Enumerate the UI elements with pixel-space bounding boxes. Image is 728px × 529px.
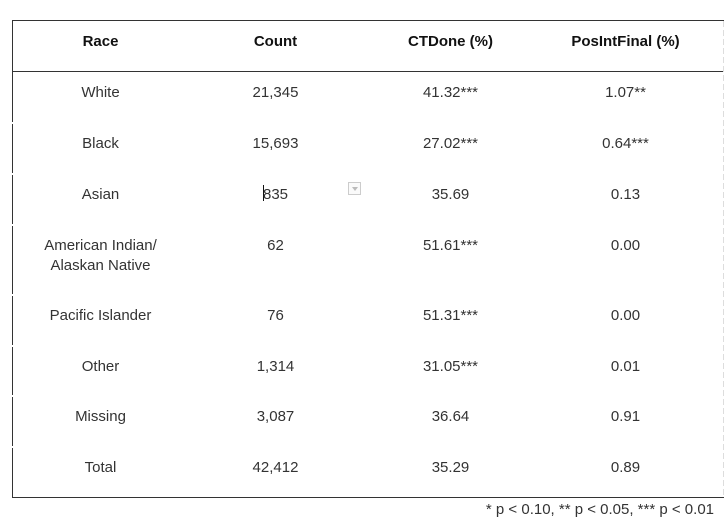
row-divider xyxy=(12,122,13,124)
cell-count[interactable]: 15,693 xyxy=(252,135,299,152)
table-row xyxy=(13,447,724,498)
cell-count-editing[interactable] xyxy=(198,185,353,205)
cell-count[interactable]: 21,345 xyxy=(252,84,299,101)
row-divider xyxy=(12,345,13,347)
cell-ctdone[interactable]: 27.02*** xyxy=(422,135,479,152)
cell-posintfinal[interactable]: 0.64*** xyxy=(602,135,649,152)
data-table xyxy=(12,20,724,498)
header-ctdone[interactable]: CTDone (%) xyxy=(408,33,493,50)
table-row xyxy=(13,295,724,346)
cell-count[interactable]: 42,412 xyxy=(252,459,299,476)
cell-race[interactable]: Black xyxy=(82,135,119,152)
cell-count[interactable]: 62 xyxy=(267,237,284,254)
cell-ctdone[interactable]: 31.05*** xyxy=(422,358,479,375)
table-row xyxy=(13,72,724,123)
table-row xyxy=(13,174,724,225)
cell-race[interactable]: Other xyxy=(81,358,120,375)
row-divider xyxy=(12,446,13,448)
cell-posintfinal[interactable]: 0.91 xyxy=(610,408,641,425)
cell-race[interactable]: Pacific Islander xyxy=(49,307,152,324)
cell-posintfinal[interactable]: 0.89 xyxy=(610,459,641,476)
cell-count[interactable]: 76 xyxy=(267,307,284,324)
cell-count-tail: 35 xyxy=(271,186,289,203)
cell-race[interactable]: Missing xyxy=(75,408,126,425)
table-row xyxy=(13,225,724,295)
row-divider xyxy=(12,294,13,296)
table-row xyxy=(13,396,724,447)
table-row xyxy=(13,123,724,174)
cell-posintfinal[interactable]: 1.07** xyxy=(605,84,646,101)
cell-posintfinal[interactable]: 0.00 xyxy=(610,307,641,324)
cell-posintfinal[interactable]: 0.00 xyxy=(610,237,641,254)
cell-count[interactable]: 3,087 xyxy=(256,408,295,425)
header-posintfinal[interactable]: PosIntFinal (%) xyxy=(571,33,680,50)
cell-race-line2: Alaskan Native xyxy=(50,257,151,274)
cell-ctdone[interactable]: 35.29 xyxy=(431,459,470,476)
cell-posintfinal[interactable]: 0.01 xyxy=(610,358,641,375)
cell-ctdone[interactable]: 35.69 xyxy=(431,186,470,203)
header-count[interactable]: Count xyxy=(253,33,298,50)
cell-race[interactable]: Asian xyxy=(81,186,120,203)
dropdown-filter-icon[interactable] xyxy=(348,182,361,195)
row-divider xyxy=(12,395,13,397)
cell-race-line1: American Indian/ xyxy=(44,237,157,254)
cell-ctdone[interactable]: 41.32*** xyxy=(422,84,479,101)
significance-footnote: * p < 0.10, ** p < 0.05, *** p < 0.01 xyxy=(485,501,714,518)
cell-posintfinal[interactable]: 0.13 xyxy=(610,186,641,203)
cell-race[interactable]: Total xyxy=(84,459,117,476)
cell-ctdone[interactable]: 51.31*** xyxy=(422,307,479,324)
table-row xyxy=(13,346,724,397)
cell-count[interactable]: 1,314 xyxy=(256,358,295,375)
row-divider xyxy=(12,173,13,175)
cell-race[interactable] xyxy=(23,236,178,276)
cell-ctdone[interactable]: 36.64 xyxy=(431,408,470,425)
table-header-row xyxy=(13,21,724,72)
cell-count-head: 8 xyxy=(262,186,272,203)
cell-ctdone[interactable]: 51.61*** xyxy=(422,237,479,254)
row-divider xyxy=(12,224,13,226)
header-race[interactable]: Race xyxy=(82,33,119,50)
cell-race[interactable]: White xyxy=(81,84,120,101)
